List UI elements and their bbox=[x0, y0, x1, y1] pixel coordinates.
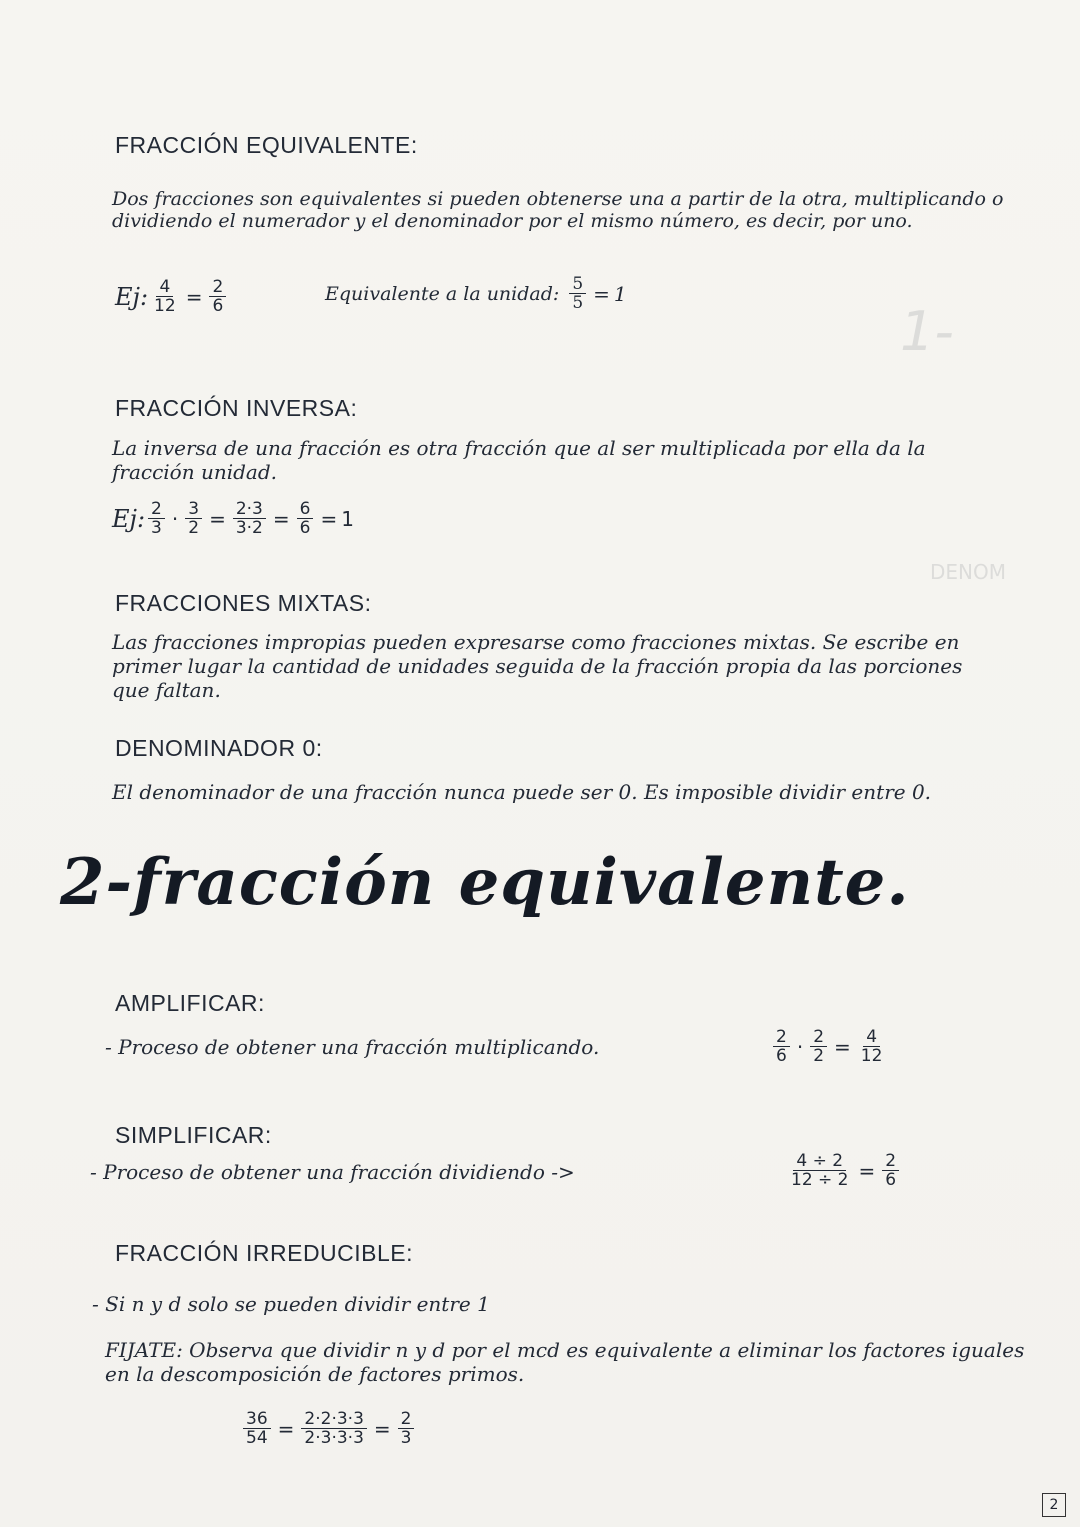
result: 1 bbox=[341, 506, 354, 531]
fraction: $\frac{36}{54}$ bbox=[243, 1410, 271, 1447]
example-irreducible: $\frac{36}{54}$ = $\frac{2\cdot 2\cdot 3\cdot 3}{2\cdot 3\cdot 3\cdot 3}$ = $\frac{2}{3}$ bbox=[240, 1410, 417, 1447]
fraction: $\frac{6}{6}$ bbox=[297, 500, 314, 537]
fraction: $\frac{4}{12}$ bbox=[154, 277, 176, 316]
heading-amplificar: AMPLIFICAR: bbox=[115, 990, 265, 1016]
fraction: $\frac{5}{5}$ bbox=[569, 275, 586, 312]
heading-fraccion-irreducible: FRACCIÓN IRREDUCIBLE: bbox=[115, 1240, 414, 1266]
fraction: $\frac{2}{6}$ bbox=[882, 1152, 899, 1189]
fraction: $\frac{4}{12}$ bbox=[860, 1027, 883, 1066]
note-fijate: FIJATE: Observa que dividir n y d por el mcd es equivalente a eliminar los factores iguales en la descomposición de factores primos. bbox=[105, 1338, 1025, 1386]
unit-label: Equivalente a la unidad: bbox=[325, 282, 560, 305]
body-fraccion-irreducible: - Si n y d solo se pueden dividir entre 1 bbox=[92, 1292, 490, 1316]
body-simplificar: - Proceso de obtener una fracción dividiendo -> bbox=[90, 1160, 575, 1184]
example-simplificar: $\frac{4 \div 2}{12 \div 2}$ = $\frac{2}{6}$ bbox=[785, 1152, 902, 1189]
heading-fraccion-equivalente: FRACCIÓN EQUIVALENTE: bbox=[115, 132, 418, 158]
heading-fraccion-inversa: FRACCIÓN INVERSA: bbox=[115, 395, 358, 421]
page-number: 2 bbox=[1042, 1493, 1066, 1517]
example-amplificar: $\frac{2}{6}$ · $\frac{2}{2}$ = $\frac{4}{12}$ bbox=[770, 1028, 888, 1065]
unit-fraction-example: Equivalente a la unidad: $\frac{5}{5}$ = 1 bbox=[325, 274, 627, 313]
heading-simplificar: SIMPLIFICAR: bbox=[115, 1122, 272, 1148]
body-fraccion-inversa: La inversa de una fracción es otra fracción que al ser multiplicada por ella da la fracción unidad. bbox=[112, 436, 926, 484]
fraction: $\frac{2}{3}$ bbox=[398, 1410, 415, 1447]
section-title: 2-fracción equivalente. bbox=[60, 845, 910, 920]
heading-denominador-cero: DENOMINADOR 0: bbox=[115, 735, 323, 761]
body-amplificar: - Proceso de obtener una fracción multiplicando. bbox=[105, 1035, 600, 1059]
example-fraccion-equivalente: Ej: $\frac{4}{12}$ = $\frac{2}{6}$ bbox=[115, 278, 229, 315]
fraction: $\frac{2}{6}$ bbox=[773, 1028, 790, 1065]
bleed-through-decoration: 1- bbox=[900, 300, 954, 363]
body-fraccion-equivalente: Dos fracciones son equivalentes si pueden obtenerse una a partir de la otra, multiplicando o dividiendo el numerador y el denominador por el mismo número, es decir, por uno. bbox=[112, 188, 1004, 232]
fraction: $\frac{2}{3}$ bbox=[148, 500, 165, 537]
fraction: $\frac{2\cdot 3}{3\cdot 2}$ bbox=[233, 500, 266, 537]
example-label: Ej: bbox=[112, 504, 146, 533]
result: 1 bbox=[613, 281, 627, 306]
fraction: $\frac{3}{2}$ bbox=[185, 500, 202, 537]
example-fraccion-inversa: Ej: $\frac{2}{3}$ · $\frac{3}{2}$ = $\frac{2\cdot 3}{3\cdot 2}$ = $\frac{6}{6}$ = 1 bbox=[112, 499, 354, 538]
body-denominador-cero: El denominador de una fracción nunca puede ser 0. Es imposible dividir entre 0. bbox=[112, 780, 932, 804]
fraction: $\frac{4 \div 2}{12 \div 2}$ bbox=[791, 1151, 849, 1190]
fraction: $\frac{2\cdot 2\cdot 3\cdot 3}{2\cdot 3\cdot 3\cdot 3}$ bbox=[301, 1410, 366, 1447]
fraction: $\frac{2}{6}$ bbox=[209, 278, 226, 315]
fraction: $\frac{2}{2}$ bbox=[810, 1028, 827, 1065]
body-fracciones-mixtas: Las fracciones impropias pueden expresarse como fracciones mixtas. Se escribe en primer lugar la cantidad de unidades seguida de la fracción propia da las porciones que faltan. bbox=[112, 630, 963, 702]
bleed-through-decoration: DENOM bbox=[930, 560, 1006, 584]
heading-fracciones-mixtas: FRACCIONES MIXTAS: bbox=[115, 590, 372, 616]
example-label: Ej: bbox=[115, 282, 149, 311]
